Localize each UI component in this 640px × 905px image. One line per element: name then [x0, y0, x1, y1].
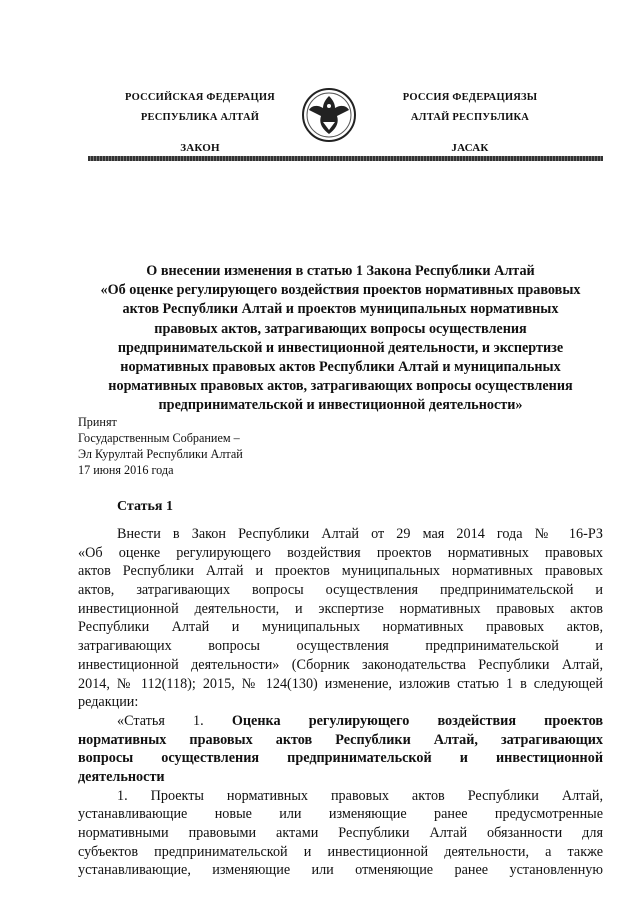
title-line: предпринимательской и инвестиционной деятельности, и экспертизе [117, 339, 564, 356]
body-line: актов Республики Алтай и проектов муниципальных нормативных правовых [78, 563, 603, 580]
header-right-republic: АЛТАЙ РЕСПУБЛИКА [410, 112, 530, 123]
header-right-law: JАСАК [451, 142, 489, 154]
header-right-country: РОССИЯ ФЕДЕРАЦИЯЗЫ [402, 92, 538, 103]
article-body [78, 525, 603, 880]
paragraph-line: субъектов предпринимательской и инвестиционной деятельности, а также [78, 843, 603, 860]
quote-heading-line [78, 712, 603, 731]
title-line: нормативных правовых актов, затрагивающих вопросы осуществления [108, 378, 573, 395]
title-line: О внесении изменения в статью 1 Закона Республики Алтай [146, 263, 535, 279]
article-heading: Статья 1 [117, 499, 173, 514]
quote-heading-line: деятельности [78, 768, 165, 785]
paragraph-line: устанавливающие, изменяющие или отменяющие ранее установленную [78, 862, 603, 879]
document-header [0, 0, 640, 170]
body-line: инвестиционной деятельности, и экспертизе нормативных правовых актов [78, 600, 603, 617]
paragraph-line: 1. Проекты нормативных правовых актов Республики Алтай, [117, 787, 603, 804]
title-line: правовых актов, затрагивающих вопросы осуществления [154, 320, 527, 337]
quote-heading-line: нормативных правовых актов Республики Алтай, затрагивающих [78, 731, 603, 748]
body-line: затрагивающих вопросы осуществления предпринимательской и [78, 638, 603, 655]
header-divider [88, 156, 603, 161]
adoption-line: Эл Курултай Республики Алтай [78, 447, 243, 461]
coat-of-arms-icon [301, 84, 357, 146]
quote-heading-bold: Оценка регулирующего воздействия проектов [231, 712, 603, 729]
header-left [105, 88, 295, 158]
header-left-law: ЗАКОН [180, 142, 220, 154]
body-line: 2014, № 112(118); 2015, № 124(130) изменение, изложив статью 1 в следующей [78, 675, 603, 692]
adoption-line: Принят [78, 415, 117, 429]
body-line: «Об оценке регулирующего воздействия проектов нормативных правовых [78, 544, 603, 561]
body-line: Республики Алтай и муниципальных нормативных правовых актов, [78, 619, 603, 636]
adoption-date: 17 июня 2016 года [78, 463, 174, 477]
title-line: «Об оценке регулирующего воздействия проектов нормативных правовых [100, 282, 581, 299]
quote-prefix: «Статья 1. [117, 712, 204, 729]
body-line: инвестиционной деятельности» (Сборник законодательства Республики Алтай, [78, 656, 603, 673]
adoption-block [78, 414, 243, 478]
body-line: актов, затрагивающих вопросы осуществления предпринимательской и [78, 582, 603, 599]
quote-heading-line: вопросы осуществления предпринимательской и инвестиционной [78, 750, 603, 767]
paragraph-line: нормативными правовыми актами Республики Алтай обязанности для [78, 825, 603, 841]
header-left-republic: РЕСПУБЛИКА АЛТАЙ [140, 112, 260, 123]
title-line: актов Республики Алтай и проектов муниципальных нормативных [122, 301, 559, 318]
adoption-line: Государственным Собранием – [78, 431, 240, 445]
title-line: предпринимательской и инвестиционной деятельности» [158, 397, 523, 414]
header-right [385, 88, 555, 158]
law-title [78, 262, 603, 416]
header-left-country: РОССИЙСКАЯ ФЕДЕРАЦИЯ [125, 92, 275, 103]
body-line: Внести в Закон Республики Алтай от 29 мая 2014 года № 16-РЗ [117, 526, 603, 542]
paragraph-line: устанавливающие новые или изменяющие ранее предусмотренные [78, 806, 603, 823]
body-line: редакции: [78, 694, 139, 711]
title-line: нормативных правовых актов Республики Алтай и муниципальных [120, 359, 561, 376]
